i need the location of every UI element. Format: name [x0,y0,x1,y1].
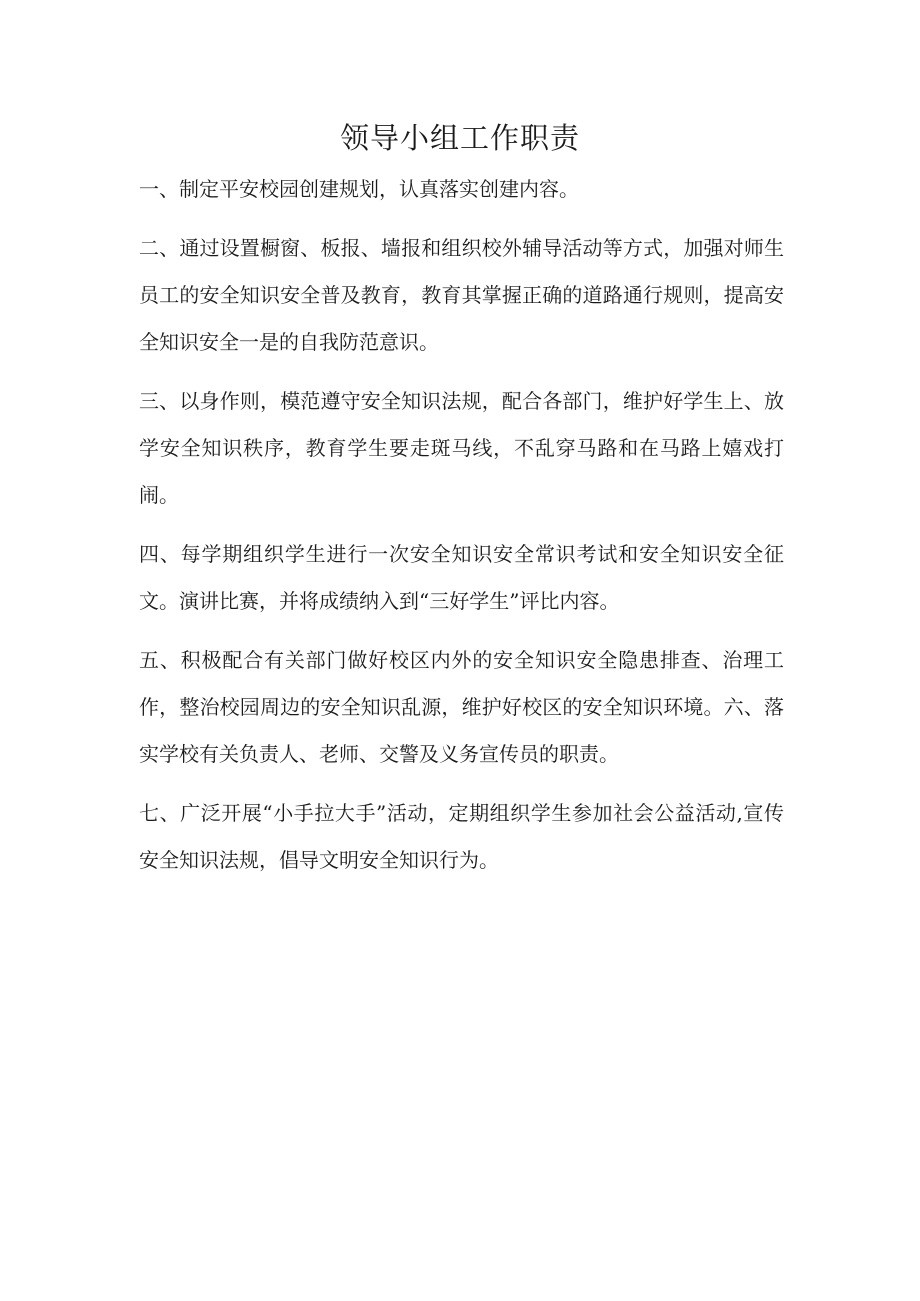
paragraph-4: 四、每学期组织学生进行一次安全知识安全常识考试和安全知识安全征文。演讲比赛，并将成绩纳入到“三好学生”评比内容。 [139,542,784,613]
paragraph-1: 一、制定平安校园创建规划，认真落实创建内容。 [139,177,579,201]
paragraph-5: 五、积极配合有关部门做好校区内外的安全知识安全隐患排查、治理工作，整治校园周边的安全知识乱源，维护好校区的安全知识环境。六、落实学校有关负责人、老师、交警及义务宣传员的职责。 [139,648,784,766]
document-title: 领导小组工作职责 [339,121,580,155]
paragraph-6: 七、广泛开展“小手拉大手”活动，定期组织学生参加社会公益活动,宣传安全知识法规，倡导文明安全知识行为。 [139,801,784,872]
paragraph-2: 二、通过设置橱窗、板报、墙报和组织校外辅导活动等方式，加强对师生员工的安全知识安全普及教育，教育其掌握正确的道路通行规则，提高安全知识安全一是的自我防范意识。 [139,236,784,354]
paragraph-3: 三、以身作则，模范遵守安全知识法规，配合各部门，维护好学生上、放学安全知识秩序，教育学生要走斑马线，不乱穿马路和在马路上嬉戏打闹。 [139,389,784,507]
document-body [139,166,784,896]
